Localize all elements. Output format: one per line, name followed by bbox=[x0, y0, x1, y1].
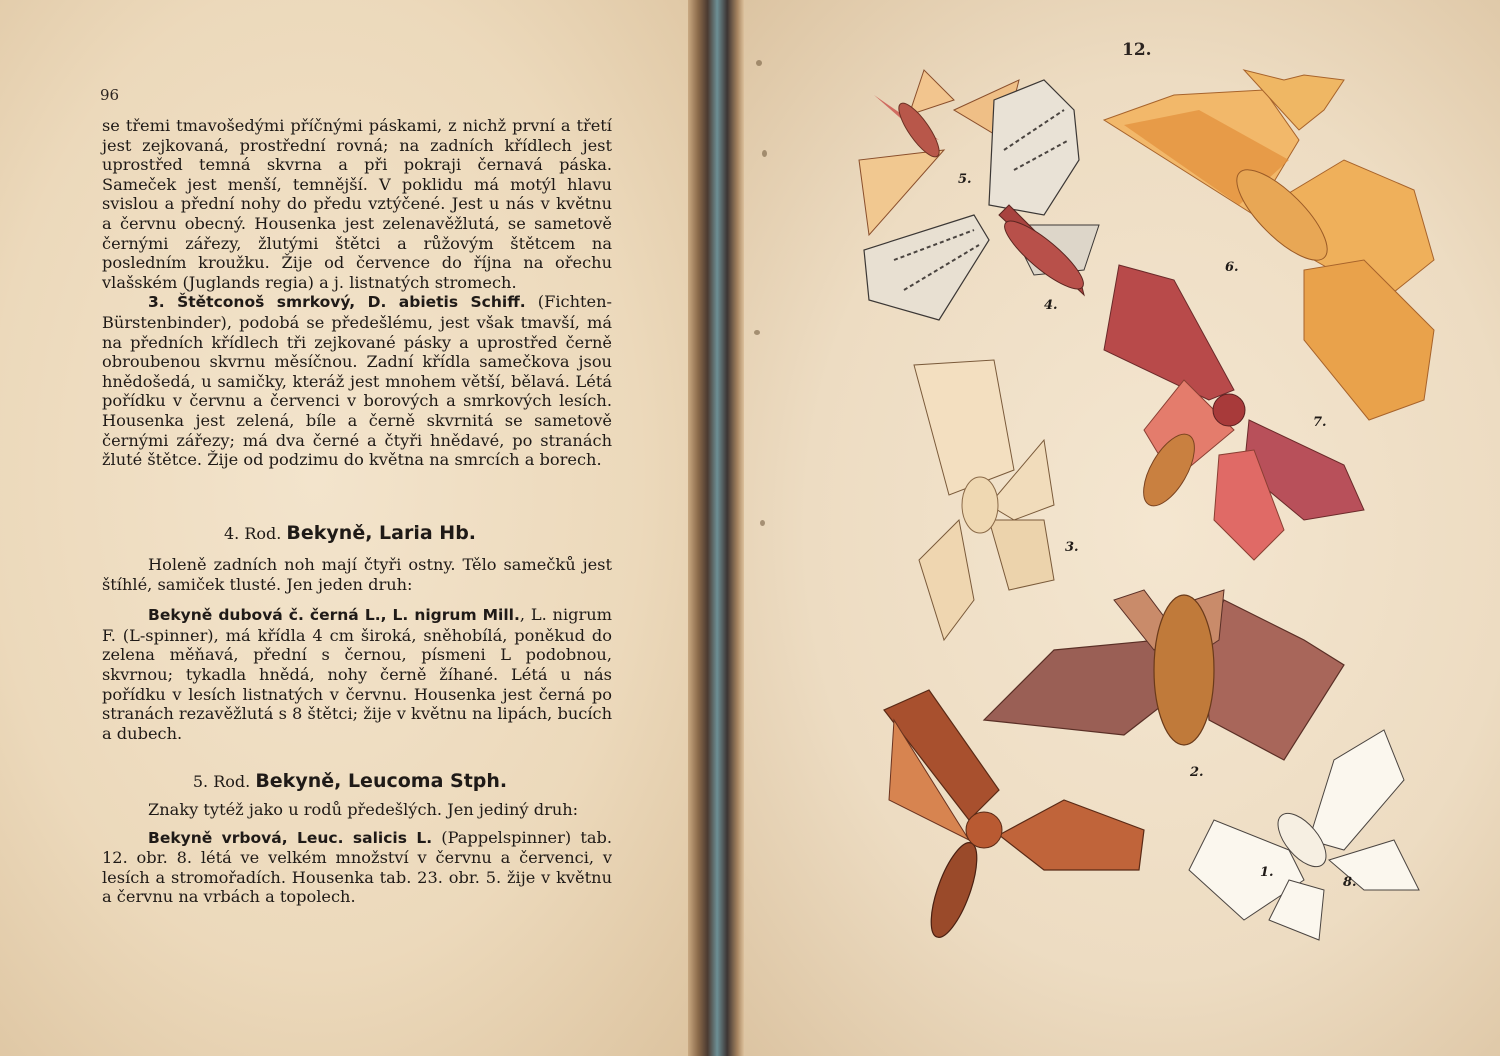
species-heading-salicis: Bekyně vrbová, Leuc. salicis L. bbox=[148, 828, 433, 847]
figure-label-3: 3. bbox=[1065, 540, 1079, 555]
paragraph-3: Holeně zadních noh mají čtyři ostny. Tělo samečků jest štíhlé, samiček tlusté. Jen jeden druh: bbox=[102, 555, 612, 594]
paragraph-6 bbox=[102, 828, 612, 907]
figure-label-8: 8. bbox=[1343, 875, 1357, 890]
page-number: 96 bbox=[100, 86, 120, 104]
figure-label-7: 7. bbox=[1313, 415, 1327, 430]
paragraph-4-body: , L. nigrum F. (L-spinner), má křídla 4 cm široká, sněhobílá, poněkud do zelena měňavá, přední s černou, písmeni L podobnou, skvrnou; tykadla hnědá, nohy černě žíhané. Létá u nás pořídku v lesích listnatých v červnu. Housenka jest černá po stranách rezavěžlutá s 8 štětci; žije v květnu na lipách, bucích a dubech. bbox=[102, 605, 612, 743]
species-heading-nigrum: Bekyně dubová č. černá L., L. nigrum Mill. bbox=[148, 606, 520, 625]
book-gutter bbox=[688, 0, 744, 1056]
moth-figure-3 bbox=[914, 360, 1054, 640]
text-block-top bbox=[102, 116, 612, 470]
genus-heading-5 bbox=[0, 770, 700, 792]
figure-label-5: 5. bbox=[958, 172, 972, 187]
figure-label-1: 1. bbox=[1260, 865, 1274, 880]
moth-figure-2 bbox=[984, 590, 1344, 760]
figure-label-6: 6. bbox=[1225, 260, 1239, 275]
genus-4-name: Bekyně, Laria Hb. bbox=[286, 522, 477, 544]
moth-figure-8 bbox=[1189, 730, 1419, 940]
genus-5-prefix: 5. Rod. bbox=[192, 772, 251, 791]
species-heading-abietis: 3. Štětconoš smrkový, D. abietis Schiff. bbox=[148, 293, 526, 312]
paragraph-1: se třemi tmavošedými příčnými páskami, z nichž první a třetí jest zejkovaná, prostřední rovná; na zadních křídlech jest uprostřed temná skvrna a při pokraji černavá páska. Sameček jest menší, temnější. V poklidu má motýl hlavu svislou a přední nohy do předu vztýčené. Jest u nás v květnu a červnu obecný. Housenka jest zelenavěžlutá, se sametově černými zářezy, žlutými štětci a růžovým štětcem na posledním kroužku. Žije od července do října na ořechu vlašském (Juglands regia) a j. listnatých stromech. bbox=[102, 116, 612, 292]
left-page bbox=[0, 0, 700, 1056]
paragraph-5: Znaky tytéž jako u rodů předešlých. Jen jediný druh: bbox=[148, 800, 579, 819]
paragraph-2-body: (Fichten-Bürstenbinder), podobá se předešlému, jest však tmavší, má na předních křídlech tři zejkované pásky a uprostřed černě obroubenou skvrnu měsíčnou. Zadní křídla samečkova jsou hnědošedá, u samičky, kteráž jest mnohem větší, bělavá. Létá pořídku v červnu a červenci v borových a smrkových lesích. Housenka jest zelená, bíle a černě skvrnitá se sametově černými zářezy; má dva černé a čtyři hnědavé, po stranách žluté štětce. Žije od podzimu do května na smrcích a borech. bbox=[102, 292, 612, 470]
figure-label-4: 4. bbox=[1044, 298, 1058, 313]
paragraph-2 bbox=[102, 292, 612, 469]
moth-plate-illustration bbox=[744, 0, 1500, 1056]
genus-5-name: Bekyně, Leucoma Stph. bbox=[255, 770, 508, 792]
plate-number: 12. bbox=[1122, 40, 1152, 60]
genus-heading-4 bbox=[0, 522, 700, 544]
text-block-bottom bbox=[102, 800, 612, 907]
figure-label-2: 2. bbox=[1190, 765, 1204, 780]
genus-4-prefix: 4. Rod. bbox=[223, 524, 282, 543]
paragraph-6-body: (Pappelspinner) tab. 12. obr. 8. létá ve velkém množství v červnu a červenci, v lesích a stromořadích. Housenka tab. 23. obr. 5. žije v květnu a červnu na vrbách a topolech. bbox=[102, 827, 612, 907]
paragraph-4 bbox=[102, 605, 612, 743]
text-block-middle bbox=[102, 555, 612, 743]
